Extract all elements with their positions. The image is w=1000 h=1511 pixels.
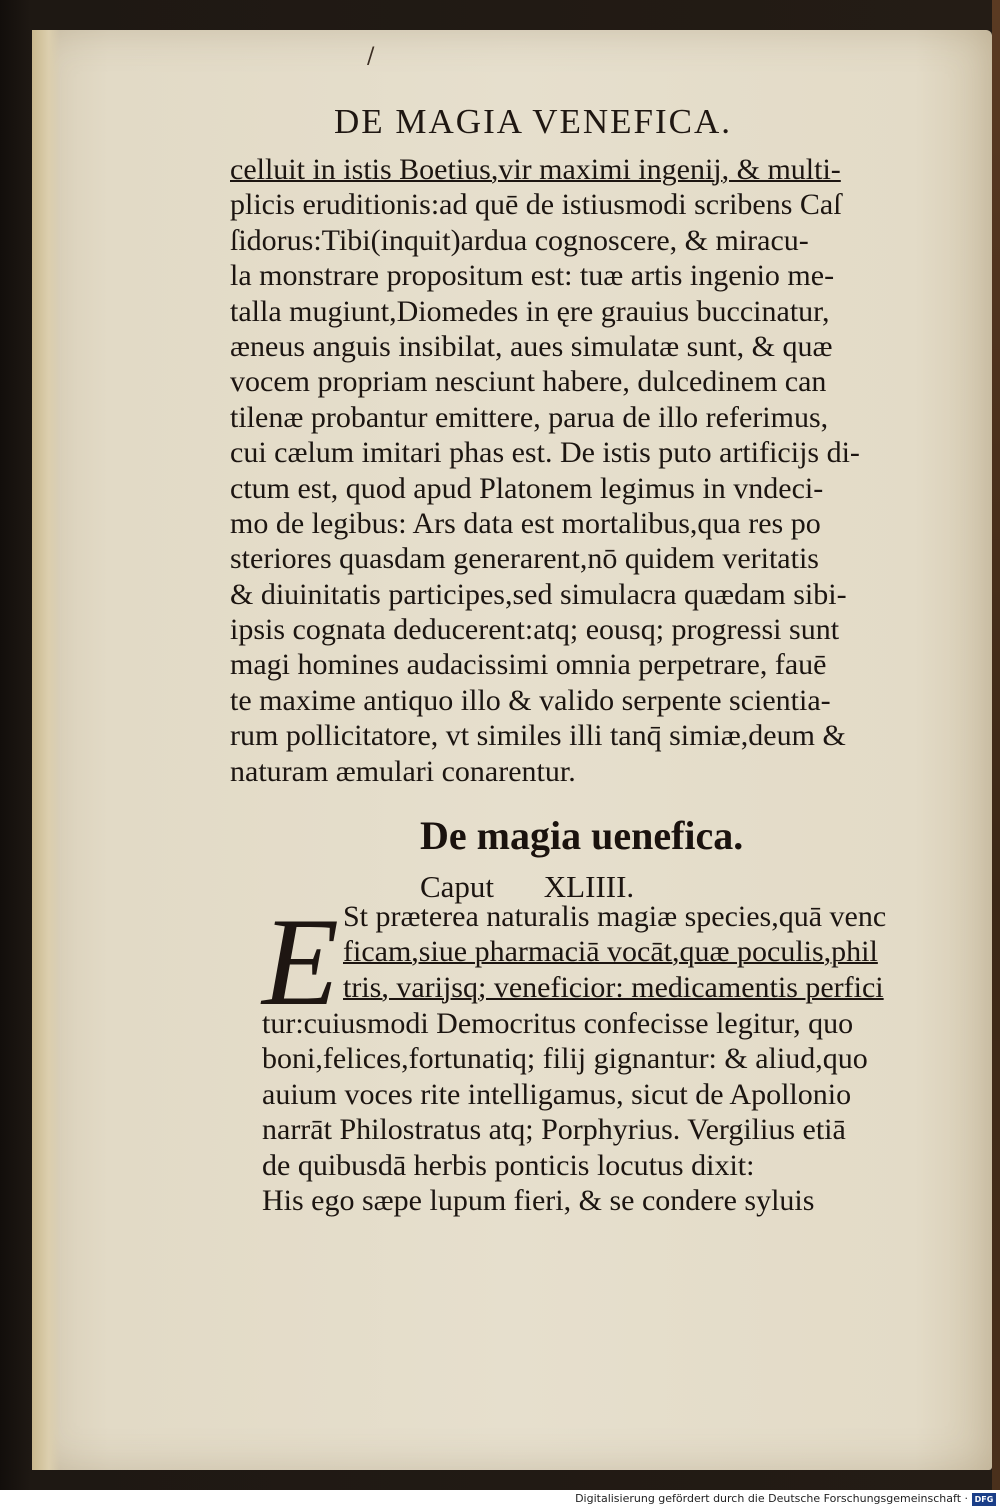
text-line: æneus anguis insibilat, aues simulatæ sunt, & quæ <box>230 329 833 363</box>
footer-credit: Digitalisierung gefördert durch die Deutsche Forschungsgemeinschaft · <box>575 1492 968 1505</box>
text-line: magi homines audacissimi omnia perpetrare, fauē <box>230 648 827 682</box>
text-line: mo de legibus: Ars data est mortalibus,qua res po <box>230 506 821 540</box>
section-title: De magia uenefica. <box>420 813 744 858</box>
text-line: His ego sæpe lupum fieri, & se condere syluis <box>262 1183 815 1217</box>
text-line: de quibusdā herbis ponticis locutus dixit: <box>262 1148 755 1182</box>
dfg-logo-icon: DFG <box>972 1493 996 1506</box>
text-line: ſidorus:Tibi(inquit)ardua cognoscere, & miracu- <box>230 223 809 257</box>
text-line: te maxime antiquo illo & valido serpente scientia- <box>230 683 831 717</box>
text-line: ficam,siue pharmaciā vocāt,quæ poculis,phil <box>343 935 878 969</box>
running-head: DE MAGIA VENEFICA. <box>334 102 732 141</box>
text-line: ctum est, quod apud Platonem legimus in vndeci- <box>230 471 824 505</box>
book-edge <box>992 0 1000 1490</box>
text-line: narrāt Philostratus atq; Porphyrius. Vergilius etiā <box>262 1113 846 1147</box>
text-line: tilenæ probantur emittere, parua de illo referimus, <box>230 400 829 434</box>
chapter-label: Caput XLIIII. <box>420 869 635 904</box>
text-line: vocem propriam nesciunt habere, dulcedinem can <box>230 365 827 399</box>
text-line: rum pollicitatore, vt similes illi tanq̄ simiæ,deum & <box>230 719 846 753</box>
page-gutter <box>32 30 60 1470</box>
text-line: celluit in istis Boetius,vir maximi ingenij, & multi- <box>230 153 841 186</box>
drop-cap: E <box>262 893 339 1032</box>
text-line: naturam æmulari conarentur. <box>230 754 576 788</box>
text-line: ipsis cognata deducerent:atq; eousq; progressi sunt <box>230 613 840 647</box>
text-line: plicis eruditionis:ad quē de istiusmodi scribens Caſ <box>230 188 842 222</box>
body-text <box>230 152 930 789</box>
text-line: St præterea naturalis magiæ species,quā venc <box>343 900 887 933</box>
text-line: auium voces rite intelligamus, sicut de Apollonio <box>262 1077 852 1111</box>
text-line: la monstrare propositum est: tuæ artis ingenio me- <box>230 259 835 293</box>
text-line: tur:cuiusmodi Democritus confecisse legitur, quo <box>262 1007 854 1040</box>
drop-cap-paragraph <box>343 899 943 1005</box>
page-mark: / <box>367 44 375 69</box>
text-line: boni,felices,fortunatiq; filij gignantur: & aliud,quo <box>262 1042 868 1076</box>
body-text-continued <box>262 1006 952 1218</box>
text-line: tris, varijsq; veneficior: medicamentis perfici <box>343 970 884 1004</box>
text-line: & diuinitatis participes,sed simulacra quædam sibi- <box>230 577 847 611</box>
text-line: cui cælum imitari phas est. De istis puto artificijs di- <box>230 436 860 470</box>
text-line: steriores quasdam generarent,nō quidem veritatis <box>230 542 819 576</box>
text-line: talla mugiunt,Diomedes in ęre grauius buccinatur, <box>230 294 830 328</box>
